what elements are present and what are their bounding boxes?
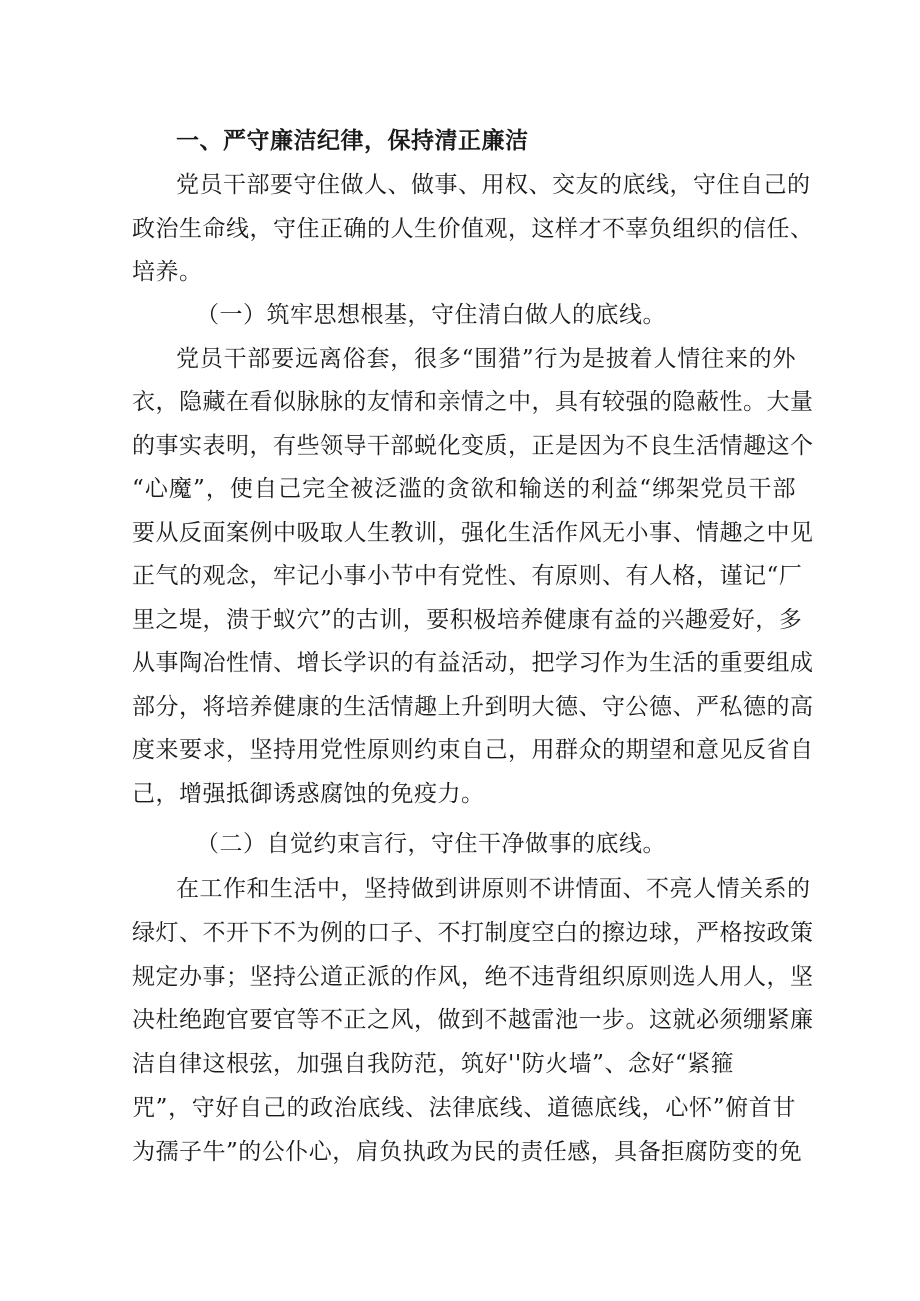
paragraph-line: 部分，将培养健康的生活情趣上升到明大德、守公德、严私德的高 — [132, 694, 814, 720]
subsection-heading-2: （二）自觉约束言行，守住干净做事的底线。 — [196, 831, 666, 857]
paragraph-line: 党员干部要守住做人、做事、用权、交友的底线，守住自己的 — [176, 172, 811, 198]
paragraph-line: 从事陶冶性情、增长学识的有益活动，把学习作为生活的重要组成 — [132, 650, 814, 676]
paragraph-line: 的事实表明，有些领导干部蜕化变质，正是因为不良生活情趣这个 — [132, 433, 814, 459]
paragraph-line: “心魔”，使自己完全被泛滥的贪欲和输送的利益“绑架党员干部 — [132, 476, 796, 502]
paragraph-line: 己，增强抵御诱惑腐蚀的免疫力。 — [132, 781, 485, 807]
paragraph-line: 在工作和生活中，坚持做到讲原则不讲情面、不亮人情关系的 — [176, 876, 811, 902]
paragraph-line: 正气的观念，牢记小事小节中有党性、有原则、有人格，谨记“厂 — [132, 563, 803, 589]
section-heading: 一、严守廉洁纪律，保持清正廉洁 — [176, 128, 529, 154]
paragraph-line: 规定办事；坚持公道正派的作风，绝不违背组织原则选人用人，坚 — [132, 964, 814, 990]
paragraph-line: 绿灯、不开下不为例的口子、不打制度空白的擦边球，严格按政策 — [132, 920, 814, 946]
paragraph-line: 要从反面案例中吸取人生教训，强化生活作风无小事、情趣之中见 — [132, 520, 814, 546]
paragraph-line: 里之堤，溃于蚁穴”的古训，要积极培养健康有益的兴趣爱好，多 — [132, 607, 803, 633]
paragraph-line: 度来要求，坚持用党性原则约束自己，用群众的期望和意见反省自 — [132, 737, 814, 763]
paragraph-line: 政治生命线，守住正确的人生价值观，这样才不辜负组织的信任、 — [132, 216, 814, 242]
paragraph-line: 咒”，守好自己的政治底线、法律底线、道德底线，心怀”俯首甘 — [132, 1095, 796, 1121]
paragraph-line: 为孺子牛”的公仆心，肩负执政为民的责任感，具备拒腐防变的免 — [132, 1139, 803, 1165]
paragraph-line: 衣，隐藏在看似脉脉的友情和亲情之中，具有较强的隐蔽性。大量 — [132, 389, 814, 415]
paragraph-line: 培养。 — [132, 259, 203, 285]
paragraph-line: 洁自律这根弦，加强自我防范，筑好''防火墙”、念好“紧箍 — [132, 1051, 735, 1077]
paragraph-line: 党员干部要远离俗套，很多“围猎”行为是披着人情往来的外 — [176, 346, 796, 372]
paragraph-line: 决杜绝跑官要官等不正之风，做到不越雷池一步。这就必须绷紧廉 — [132, 1007, 814, 1033]
subsection-heading-1: （一）筑牢思想根基，守住清白做人的底线。 — [196, 302, 666, 328]
